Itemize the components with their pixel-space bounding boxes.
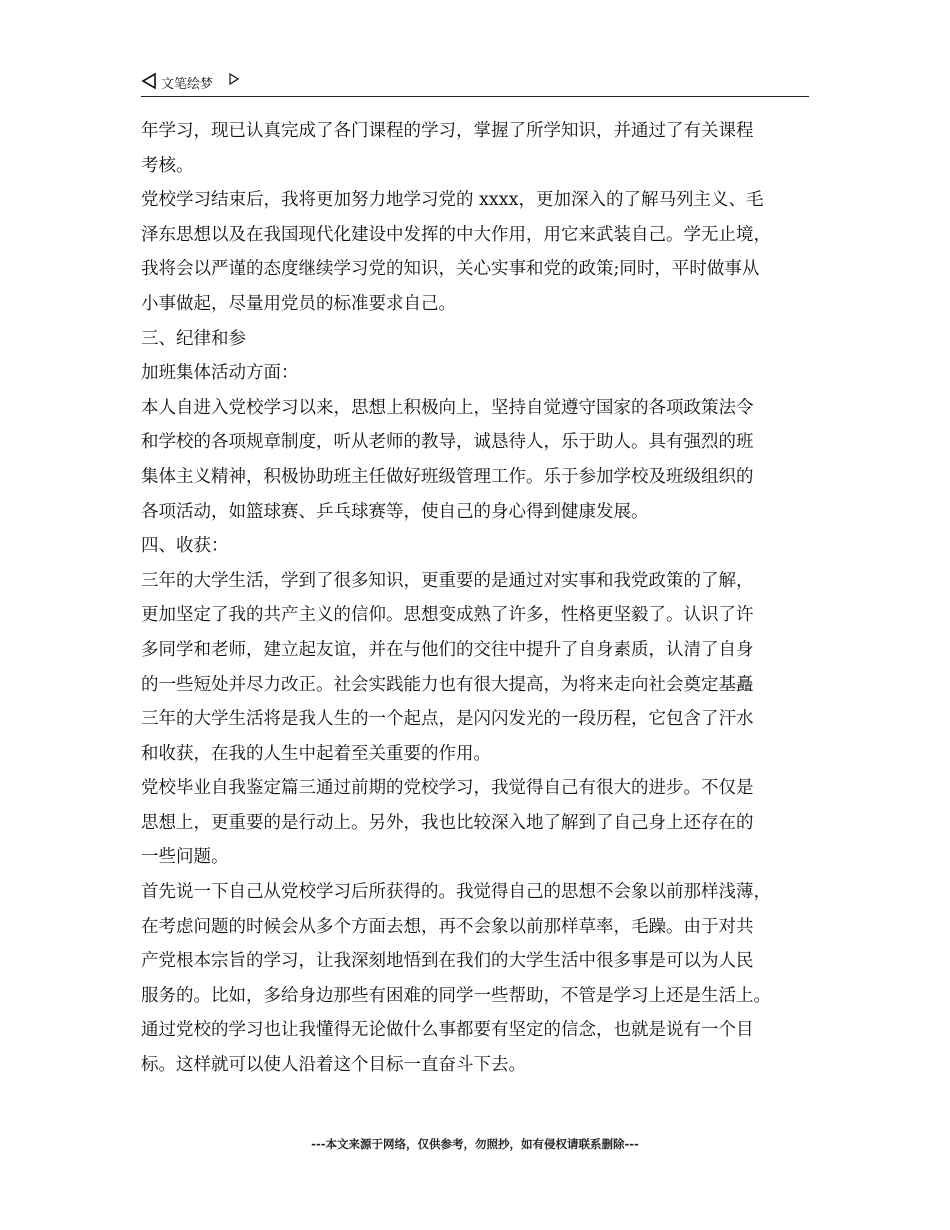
- page-header: [141, 70, 809, 97]
- header-brand: 文笔绘梦: [161, 77, 214, 92]
- text-line: 思想上，更重要的是行动上。另外，我也比较深入地了解到了自己身上还存在的: [141, 812, 754, 833]
- text-line: 的一些短处并尽力改正。社会实践能力也有很大提高，为将来走向社会奠定基矗: [141, 674, 754, 695]
- text-line: 党校毕业自我鉴定篇三通过前期的党校学习，我觉得自己有很大的进步。不仅是: [141, 778, 754, 799]
- text-line: 和学校的各项规章制度，听从老师的教导，诚恳待人，乐于助人。具有强烈的班: [141, 432, 754, 453]
- document-body: [141, 114, 821, 1083]
- triangle-right-icon: [229, 73, 239, 85]
- text-line: 加班集体活动方面：: [141, 363, 299, 384]
- text-line: 年学习，现已认真完成了各门课程的学习，掌握了所学知识，并通过了有关课程: [141, 121, 754, 141]
- section-heading: 三、纪律和参: [141, 328, 246, 349]
- footer-disclaimer: ---本文来源于网络，仅供参考，勿照抄，如有侵权请联系删除---: [311, 1137, 639, 1151]
- text-line: 产党根本宗旨的学习，让我深刻地悟到在我们的大学生活中很多事是可以为人民: [141, 951, 754, 972]
- triangle-left-icon: [141, 72, 157, 90]
- text-line: 集体主义精神，积极协助班主任做好班级管理工作。乐于参加学校及班级组织的: [141, 466, 754, 487]
- text-line: 更加坚定了我的共产主义的信仰。思想变成熟了许多，性格更坚毅了。认识了许: [141, 605, 754, 626]
- section-heading: 四、收获：: [141, 536, 229, 557]
- text-line: 和收获，在我的人生中起着至关重要的作用。: [141, 743, 491, 764]
- text-line: 本人自进入党校学习以来，思想上积极向上，坚持自觉遵守国家的各项政策法令: [141, 397, 754, 418]
- text-line: 首先说一下自己从党校学习后所获得的。我觉得自己的思想不会象以前那样浅薄，: [141, 882, 771, 903]
- text-line: 各项活动，如篮球赛、乒乓球赛等，使自己的身心得到健康发展。: [141, 501, 649, 522]
- text-line: 标。这样就可以使人沿着这个目标一直奋斗下去。: [141, 1055, 526, 1076]
- text-line: 在考虑问题的时候会从多个方面去想，再不会象以前那样草率，毛躁。由于对共: [141, 916, 754, 937]
- text-line: 通过党校的学习也让我懂得无论做什么事都要有坚定的信念，也就是说有一个目: [141, 1020, 754, 1041]
- text-line: 三年的大学生活将是我人生的一个起点，是闪闪发光的一段历程，它包含了汗水: [141, 709, 754, 730]
- text-line: 服务的。比如，多给身边那些有困难的同学一些帮助，不管是学习上还是生活上。: [141, 985, 771, 1006]
- text-line: 我将会以严谨的态度继续学习党的知识，关心实事和党的政策;同时，平时做事从: [141, 259, 760, 280]
- text-line: 考核。: [141, 155, 194, 176]
- text-line: 小事做起，尽量用党员的标准要求自己。: [141, 293, 456, 314]
- text-line: 多同学和老师，建立起友谊，并在与他们的交往中提升了自身素质，认清了自身: [141, 639, 754, 660]
- text-line: 三年的大学生活，学到了很多知识，更重要的是通过对实事和我党政策的了解，: [141, 570, 754, 591]
- text-line: 一些问题。: [141, 847, 229, 868]
- text-line: 泽东思想以及在我国现代化建设中发挥的中大作用，用它来武装自己。学无止境，: [141, 224, 771, 245]
- text-line: 党校学习结束后，我将更加努力地学习党的 xxxx，更加深入的了解马列主义、毛: [141, 190, 764, 211]
